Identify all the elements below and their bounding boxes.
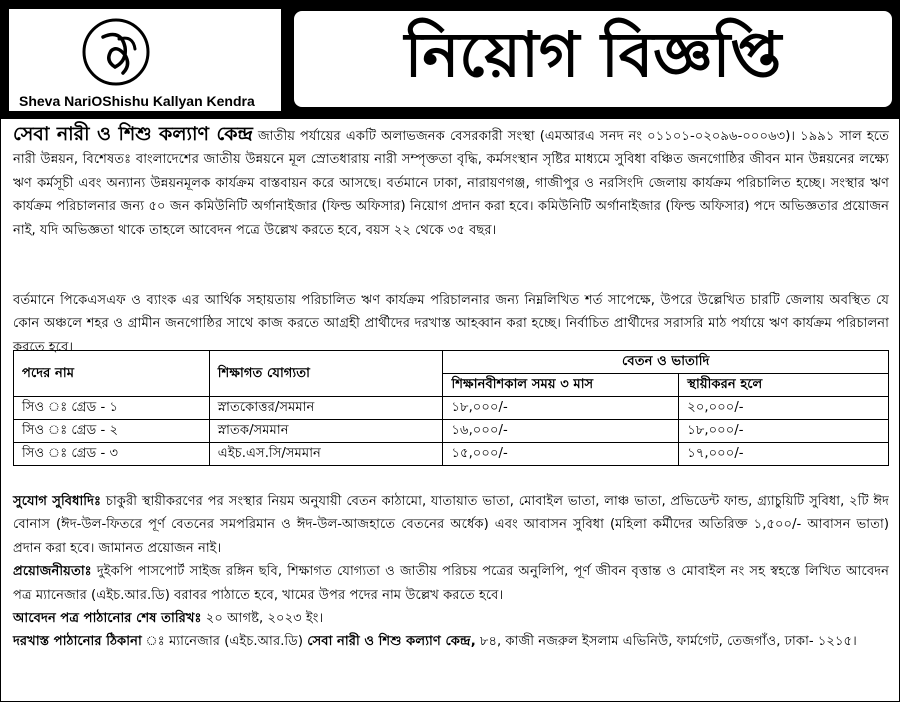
requirements-paragraph <box>13 560 889 607</box>
benefits-label: সুযোগ সুবিধাদিঃ <box>13 494 102 509</box>
post-cell: সিও ঃ গ্রেড - ৩ <box>14 443 210 466</box>
address-organization: সেবা নারী ও শিশু কল্যাণ কেন্দ্র, <box>307 634 476 650</box>
col-salary-header: বেতন ও ভাতাদি <box>443 351 889 374</box>
deadline-paragraph <box>13 607 889 630</box>
post-cell: সিও ঃ গ্রেড - ২ <box>14 420 210 443</box>
banner-title: নিয়োগ বিজ্ঞপ্তি <box>294 11 892 107</box>
education-cell: স্নাতক/সমমান <box>209 420 443 443</box>
col-training-header: শিক্ষানবীশকাল সময় ৩ মাস <box>443 374 679 397</box>
intro-text: জাতীয় পর্যায়ের একটি অলাভজনক বেসরকারী সংস্থা (এমআরএ সনদ নং ০১১০১-০২০৯৬-০০০৬৩)। ১৯৯১ সাল হতে নারী উন্নয়ন, বিশেষতঃ বাংলাদেশের জাতীয় উন্নয়নে মূল স্রোতধারায় নারী সম্পৃক্ততা বৃদ্ধি, কর্মসংস্থান সৃষ্টির মাধ্যমে সুবিধা বঞ্চিত জনগোষ্ঠির জীবন মান উন্নয়নের লক্ষ্যে ঋণ কর্মসূচী এবং অন্যান্য উন্নয়নমূলক কার্যক্রম বাস্তবায়ন করে আসছে। বর্তমানে ঢাকা, নারায়ণগঞ্জ, গাজীপুর ও নরসিংদি জেলায় কার্যক্রম পরিচালিত হচ্ছে। সংস্থার ঋণ কার্যক্রম পরিচালনার জন্য ৫০ জন কমিউনিটি অর্গানাইজার (ফিল্ড অফিসার) নিয়োগ প্রদান করা হবে। কমিউনিটি অর্গানাইজার (ফিল্ড অফিসার) পদে অভিজ্ঞতার প্রয়োজন নাই, যদি অভিজ্ঞতা থাকে তাহলে আবেদন পত্রে উল্লেখ করতে হবে, বয়স ২২ থেকে ৩৫ বছর। <box>13 129 889 238</box>
col-education-header: শিক্ষাগত যোগ্যতা <box>209 351 443 397</box>
organization-name: সেবা নারী ও শিশু কল্যাণ কেন্দ্র <box>13 123 253 145</box>
details-section <box>13 490 889 654</box>
col-post-header: পদের নাম <box>14 351 210 397</box>
header-bar <box>1 1 899 119</box>
education-cell: স্নাতকোত্তর/সমমান <box>209 397 443 420</box>
address-text: ঃ ম্যানেজার (এইচ.আর.ডি) <box>141 634 308 650</box>
table-row <box>14 420 889 443</box>
logo-panel <box>9 9 281 111</box>
benefits-paragraph <box>13 490 889 560</box>
organization-name-english: Sheva NariOShishu Kallyan Kendra <box>19 93 255 109</box>
table-header-row <box>14 351 889 374</box>
permanent-salary-cell: ১৮,০০০/- <box>679 420 889 443</box>
organization-logo-icon <box>81 17 151 87</box>
requirements-text: দুইকপি পাসপোর্ট সাইজ রঙ্গিন ছবি, শিক্ষাগত যোগ্যতা ও জাতীয় পরিচয় পত্রের অনুলিপি, পূর্ণ জীবন বৃত্তান্ত ও মোবাইল নং সহ স্বহস্তে লিখিত আবেদন পত্র ম্যানেজার (এইচ.আর.ডি) বরাবর পাঠাতে হবে, খামের উপর পদের নাম উল্লেখ করতে হবে। <box>13 564 889 603</box>
training-salary-cell: ১৫,০০০/- <box>443 443 679 466</box>
permanent-salary-cell: ১৭,০০০/- <box>679 443 889 466</box>
education-cell: এইচ.এস.সি/সমমান <box>209 443 443 466</box>
call-paragraph: বর্তমানে পিকেএসএফ ও ব্যাংক এর আর্থিক সহায়তায় পরিচালিত ঋণ কার্যক্রম পরিচালনার জন্য নিম্নলিখিত শর্ত সাপেক্ষে, উপরে উল্লেখিত চারটি জেলায় অবস্থিত যে কোন অঞ্চলে শহর ও গ্রামীন জনগোষ্ঠির সাথে কাজ করতে আগ্রহী প্রার্থীদের দরখাস্ত আহব্বান করা হচ্ছে। নির্বাচিত প্রার্থীদের সরাসরি মাঠ পর্যায়ে ঋণ কার্যক্রম পরিচালনা করতে হবে। <box>13 293 889 355</box>
positions-table <box>13 350 889 466</box>
table-row <box>14 443 889 466</box>
benefits-text: চাকুরী স্থায়ীকরণের পর সংস্থার নিয়ম অনুযায়ী বেতন কাঠামো, যাতায়াত ভাতা, মোবাইল ভাতা, লাঞ্চ ভাতা, প্রভিডেন্ট ফান্ড, গ্র্যাচুয়িটি সুবিধা, ২টি ঈদ বোনাস (ঈদ-উল-ফিতরে পূর্ণ বেতনের সমপরিমান ও ঈদ-উল-আজহাতে বেতনের অর্ধেক) এবং আবাসন সুবিধা (মহিলা কর্মীদের অতিরিক্ত ১,৫০০/- আবাসন ভাতা) প্রদান করা হবে। জামানত প্রয়োজন নাই। <box>13 494 889 556</box>
address-paragraph <box>13 630 889 653</box>
post-cell: সিও ঃ গ্রেড - ১ <box>14 397 210 420</box>
deadline-label: আবেদন পত্র পাঠানোর শেষ তারিখঃ <box>13 611 202 627</box>
training-salary-cell: ১৬,০০০/- <box>443 420 679 443</box>
table-row <box>14 397 889 420</box>
requirements-label: প্রয়োজনীয়তাঃ <box>13 564 92 580</box>
deadline-text: ২০ আগষ্ট, ২০২৩ ইং। <box>201 611 324 627</box>
training-salary-cell: ১৮,০০০/- <box>443 397 679 420</box>
intro-paragraph <box>13 123 889 242</box>
address-label: দরখাস্ত পাঠানোর ঠিকানা <box>13 634 142 650</box>
address-street: ৮৪, কাজী নজরুল ইসলাম এভিনিউ, ফার্মগেট, তেজগাঁও, ঢাকা- ১২১৫। <box>475 634 857 650</box>
permanent-salary-cell: ২০,০০০/- <box>679 397 889 420</box>
col-permanent-header: স্থায়ীকরন হলে <box>679 374 889 397</box>
